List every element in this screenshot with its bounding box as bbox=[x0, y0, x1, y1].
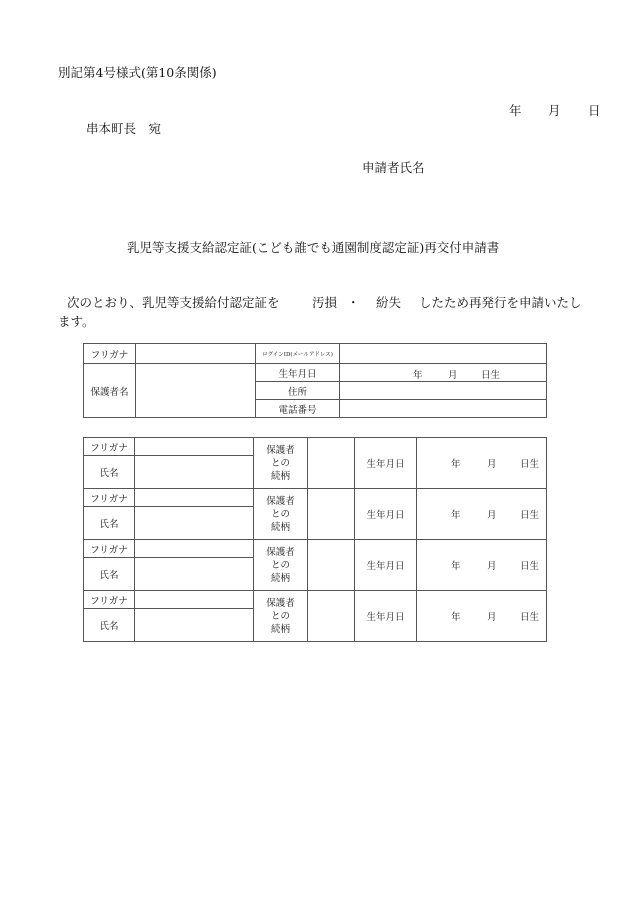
child-birthdate-label: 生年月日 bbox=[355, 591, 417, 642]
child-birth-month: 月 bbox=[487, 510, 497, 521]
child-birthdate-field[interactable] bbox=[417, 540, 547, 591]
child-row-furigana bbox=[84, 489, 547, 507]
child-name-label: 氏名 bbox=[84, 507, 135, 540]
relationship-field[interactable] bbox=[308, 540, 355, 591]
child-birth-year: 年 bbox=[451, 459, 461, 470]
guardian-name-label: 保護者名 bbox=[84, 364, 136, 418]
child-furigana-label: フリガナ bbox=[84, 591, 135, 609]
guardian-birth-day: 日生 bbox=[481, 369, 501, 381]
guardian-table bbox=[83, 343, 547, 418]
child-birth-month: 月 bbox=[487, 561, 497, 572]
relationship-label-line2: との bbox=[270, 559, 290, 571]
relationship-label-line3: 続柄 bbox=[270, 470, 290, 482]
relationship-label bbox=[254, 540, 308, 591]
child-row-furigana bbox=[84, 438, 547, 456]
form-reference: 別記第4号様式(第10条関係) bbox=[58, 65, 217, 80]
guardian-phone-label: 電話番号 bbox=[256, 400, 340, 418]
child-birthdate-label: 生年月日 bbox=[355, 438, 417, 489]
relationship-label bbox=[254, 438, 308, 489]
child-birth-day: 日生 bbox=[520, 561, 540, 572]
guardian-name-field[interactable] bbox=[136, 364, 256, 418]
guardian-furigana-field[interactable] bbox=[136, 344, 256, 364]
relationship-label-line3: 続柄 bbox=[270, 521, 290, 533]
child-birthdate-field[interactable] bbox=[417, 489, 547, 540]
guardian-birth-month: 月 bbox=[448, 369, 458, 381]
login-id-label: ログインID(メールアドレス) bbox=[256, 344, 340, 364]
child-birth-month: 月 bbox=[487, 459, 497, 470]
option-separator: ・ bbox=[347, 295, 360, 310]
child-birth-year: 年 bbox=[451, 510, 461, 521]
relationship-field[interactable] bbox=[308, 489, 355, 540]
relationship-label bbox=[254, 591, 308, 642]
child-furigana-field[interactable] bbox=[135, 591, 254, 609]
child-birth-month: 月 bbox=[487, 612, 497, 623]
relationship-label-line1: 保護者 bbox=[266, 546, 295, 558]
child-name-field[interactable] bbox=[135, 558, 254, 591]
relationship-field[interactable] bbox=[308, 438, 355, 489]
option-lost: 紛失 bbox=[376, 295, 402, 310]
option-damage: 汚損 bbox=[312, 295, 338, 310]
child-row-furigana bbox=[84, 591, 547, 609]
body-line2: ます。 bbox=[58, 314, 95, 329]
guardian-birthdate-field[interactable] bbox=[340, 364, 547, 382]
date-year-label: 年 bbox=[509, 103, 522, 118]
child-name-label: 氏名 bbox=[84, 609, 135, 642]
child-furigana-label: フリガナ bbox=[84, 438, 135, 456]
relationship-label-line2: との bbox=[270, 457, 290, 469]
relationship-label-line1: 保護者 bbox=[266, 597, 295, 609]
guardian-birthdate-label: 生年月日 bbox=[256, 364, 340, 382]
relationship-label bbox=[254, 489, 308, 540]
child-birthdate-field[interactable] bbox=[417, 438, 547, 489]
child-furigana-field[interactable] bbox=[135, 489, 254, 507]
child-birthdate-field[interactable] bbox=[417, 591, 547, 642]
relationship-label-line3: 続柄 bbox=[270, 623, 290, 635]
child-furigana-label: フリガナ bbox=[84, 540, 135, 558]
login-id-field[interactable] bbox=[340, 344, 547, 364]
recipient: 串本町長 宛 bbox=[86, 121, 162, 136]
child-birth-year: 年 bbox=[451, 561, 461, 572]
child-birth-day: 日生 bbox=[520, 459, 540, 470]
child-furigana-field[interactable] bbox=[135, 438, 254, 456]
child-name-field[interactable] bbox=[135, 456, 254, 489]
child-name-field[interactable] bbox=[135, 507, 254, 540]
child-name-field[interactable] bbox=[135, 609, 254, 642]
relationship-label-line3: 続柄 bbox=[270, 572, 290, 584]
guardian-furigana-label: フリガナ bbox=[84, 344, 136, 364]
child-birth-day: 日生 bbox=[520, 612, 540, 623]
child-furigana-label: フリガナ bbox=[84, 489, 135, 507]
body-line1-prefix: 次のとおり、乳児等支援給付認定証を bbox=[67, 295, 280, 310]
child-furigana-field[interactable] bbox=[135, 540, 254, 558]
child-name-label: 氏名 bbox=[84, 456, 135, 489]
date-day-label: 日 bbox=[588, 103, 601, 118]
document-title: 乳児等支援支給認定証(こども誰でも通園制度認定証)再交付申請書 bbox=[127, 240, 500, 255]
guardian-birth-year: 年 bbox=[413, 369, 423, 381]
child-birth-day: 日生 bbox=[520, 510, 540, 521]
relationship-label-line1: 保護者 bbox=[266, 444, 295, 456]
relationship-field[interactable] bbox=[308, 591, 355, 642]
child-birthdate-label: 生年月日 bbox=[355, 540, 417, 591]
child-row-furigana bbox=[84, 540, 547, 558]
child-birthdate-label: 生年月日 bbox=[355, 489, 417, 540]
date-month-label: 月 bbox=[548, 103, 561, 118]
child-name-label: 氏名 bbox=[84, 558, 135, 591]
guardian-address-label: 住所 bbox=[256, 382, 340, 400]
relationship-label-line1: 保護者 bbox=[266, 495, 295, 507]
relationship-label-line2: との bbox=[270, 610, 290, 622]
children-table bbox=[83, 437, 547, 642]
applicant-name-label: 申請者氏名 bbox=[362, 160, 425, 175]
guardian-address-field[interactable] bbox=[340, 382, 547, 400]
guardian-phone-field[interactable] bbox=[340, 400, 547, 418]
relationship-label-line2: との bbox=[270, 508, 290, 520]
child-birth-year: 年 bbox=[451, 612, 461, 623]
body-line1-suffix: したため再発行を申請いたし bbox=[419, 295, 582, 310]
